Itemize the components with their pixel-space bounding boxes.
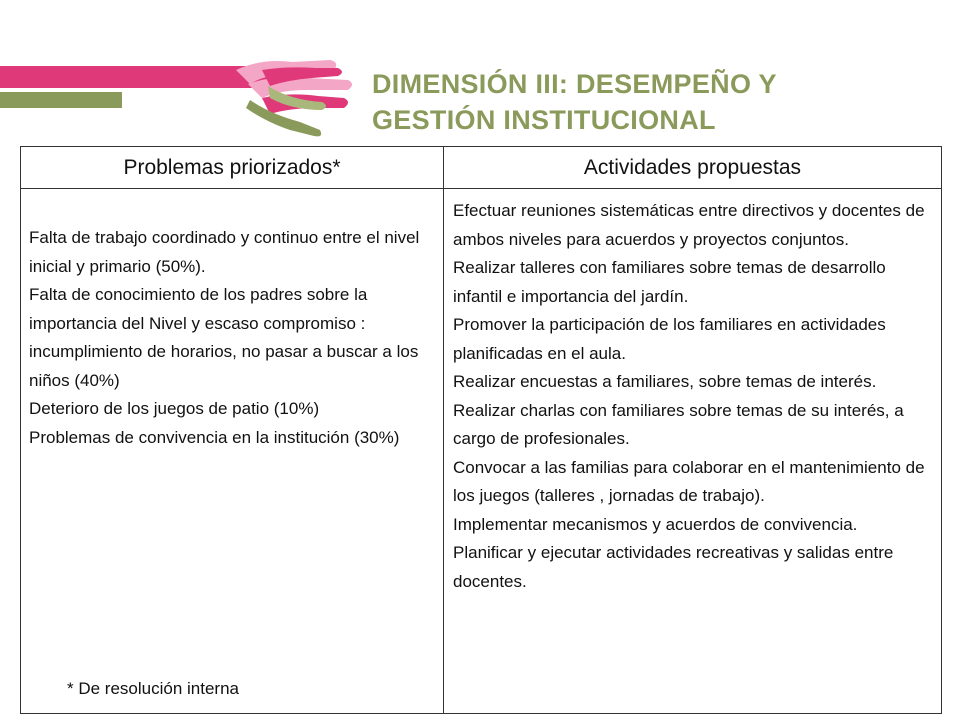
title-line-1: DIMENSIÓN III: DESEMPEÑO Y bbox=[372, 69, 777, 99]
problems-cell bbox=[29, 224, 437, 452]
activity-item: Efectuar reuniones sistemáticas entre directivos y docentes de ambos niveles para acuerdos y proyectos conjuntos. bbox=[453, 201, 925, 249]
activities-cell bbox=[453, 197, 937, 596]
activity-item: Planificar y ejecutar actividades recreativas y salidas entre docentes. bbox=[453, 543, 894, 591]
title-line-2: GESTIÓN INSTITUCIONAL bbox=[372, 105, 716, 135]
footnote: * De resolución interna bbox=[67, 679, 239, 698]
activity-item: Realizar charlas con familiares sobre temas de su interés, a cargo de profesionales. bbox=[453, 400, 904, 448]
header-problems: Problemas priorizados* bbox=[123, 156, 341, 179]
column-divider bbox=[443, 147, 444, 713]
hands-logo bbox=[0, 40, 360, 140]
page-title bbox=[372, 66, 932, 138]
activity-item: Implementar mecanismos y acuerdos de convivencia. bbox=[453, 514, 858, 534]
problems-activities-table bbox=[20, 146, 942, 714]
activity-item: Convocar a las familias para colaborar en el mantenimiento de los juegos (talleres , jornadas de trabajo). bbox=[453, 457, 925, 505]
problem-item: Falta de conocimiento de los padres sobre la importancia del Nivel y escaso compromiso : incumplimiento de horarios, no pasar a buscar a los niños (40%) bbox=[29, 285, 419, 390]
activity-item: Realizar talleres con familiares sobre temas de desarrollo infantil e importancia del jardín. bbox=[453, 258, 886, 306]
header-activities: Actividades propuestas bbox=[583, 156, 802, 179]
table-header-row bbox=[21, 147, 941, 189]
activity-item: Promover la participación de los familiares en actividades planificadas en el aula. bbox=[453, 315, 886, 363]
problem-item: Falta de trabajo coordinado y continuo entre el nivel inicial y primario (50%). bbox=[29, 228, 420, 276]
green-bar bbox=[0, 92, 122, 108]
activity-item: Realizar encuestas a familiares, sobre temas de interés. bbox=[453, 372, 877, 391]
pink-bar bbox=[0, 66, 268, 88]
problem-item: Deterioro de los juegos de patio (10%) bbox=[29, 399, 320, 418]
problem-item: Problemas de convivencia en la institución (30%) bbox=[29, 427, 400, 447]
